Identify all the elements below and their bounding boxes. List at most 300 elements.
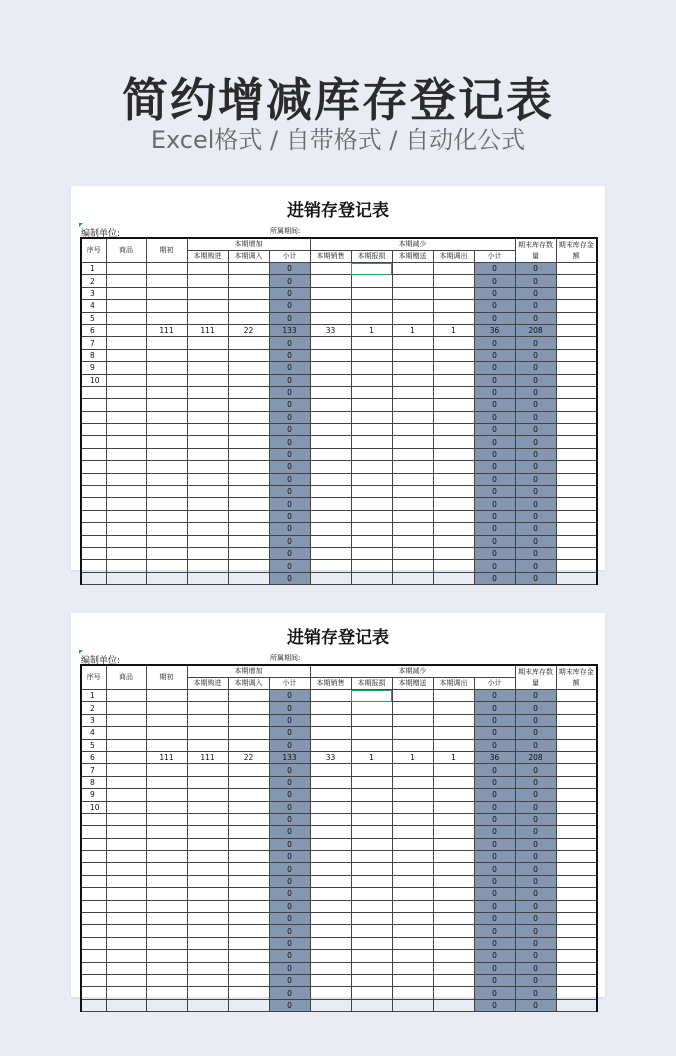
cell-closing-amt[interactable] <box>556 851 597 863</box>
cell-closing-qty[interactable]: 0 <box>515 275 556 287</box>
cell-closing-amt[interactable] <box>556 813 597 825</box>
cell-transfer-in[interactable] <box>228 399 269 411</box>
cell-gift[interactable] <box>392 510 433 522</box>
cell-inc-sub[interactable]: 0 <box>269 523 310 535</box>
cell-purchase[interactable] <box>187 974 228 986</box>
cell-purchase[interactable] <box>187 362 228 374</box>
cell-inc-sub[interactable]: 0 <box>269 312 310 324</box>
cell-dec-sub[interactable]: 0 <box>474 838 515 850</box>
cell-gift[interactable] <box>392 560 433 572</box>
cell-seq[interactable]: 6 <box>81 751 106 763</box>
cell-dec-sub[interactable]: 0 <box>474 764 515 776</box>
cell-goods[interactable] <box>106 826 146 838</box>
cell-transfer-out[interactable] <box>433 925 474 937</box>
cell-goods[interactable] <box>106 374 146 386</box>
cell-transfer-out[interactable] <box>433 913 474 925</box>
cell-closing-qty[interactable]: 0 <box>515 337 556 349</box>
cell-transfer-in[interactable] <box>228 974 269 986</box>
cell-purchase[interactable] <box>187 386 228 398</box>
cell-loss[interactable] <box>351 813 392 825</box>
cell-gift[interactable] <box>392 473 433 485</box>
cell-transfer-out[interactable] <box>433 275 474 287</box>
cell-gift[interactable] <box>392 813 433 825</box>
cell-closing-amt[interactable] <box>556 386 597 398</box>
cell-transfer-out[interactable] <box>433 560 474 572</box>
cell-transfer-out[interactable] <box>433 888 474 900</box>
cell-seq[interactable] <box>81 448 106 460</box>
cell-closing-amt[interactable] <box>556 349 597 361</box>
cell-loss[interactable] <box>351 950 392 962</box>
cell-loss[interactable] <box>351 925 392 937</box>
cell-purchase[interactable] <box>187 690 228 702</box>
cell-gift[interactable] <box>392 411 433 423</box>
cell-gift[interactable] <box>392 789 433 801</box>
cell-gift[interactable] <box>392 739 433 751</box>
cell-transfer-out[interactable] <box>433 838 474 850</box>
cell-loss[interactable] <box>351 913 392 925</box>
cell-dec-sub[interactable]: 0 <box>474 535 515 547</box>
cell-dec-sub[interactable]: 0 <box>474 690 515 702</box>
cell-transfer-out[interactable] <box>433 851 474 863</box>
cell-transfer-out[interactable] <box>433 473 474 485</box>
cell-gift[interactable] <box>392 535 433 547</box>
cell-gift[interactable] <box>392 362 433 374</box>
cell-transfer-out[interactable] <box>433 424 474 436</box>
cell-loss[interactable] <box>351 937 392 949</box>
cell-goods[interactable] <box>106 813 146 825</box>
cell-transfer-out[interactable] <box>433 287 474 299</box>
cell-purchase[interactable] <box>187 813 228 825</box>
cell-loss[interactable] <box>351 838 392 850</box>
cell-closing-amt[interactable] <box>556 937 597 949</box>
cell-seq[interactable] <box>81 572 106 584</box>
cell-opening[interactable] <box>146 374 187 386</box>
cell-inc-sub[interactable]: 0 <box>269 411 310 423</box>
cell-closing-amt[interactable] <box>556 764 597 776</box>
cell-transfer-out[interactable] <box>433 764 474 776</box>
cell-goods[interactable] <box>106 913 146 925</box>
cell-loss[interactable] <box>351 374 392 386</box>
cell-dec-sub[interactable]: 0 <box>474 863 515 875</box>
cell-seq[interactable] <box>81 411 106 423</box>
cell-purchase[interactable] <box>187 535 228 547</box>
cell-goods[interactable] <box>106 789 146 801</box>
cell-dec-sub[interactable]: 0 <box>474 547 515 559</box>
cell-inc-sub[interactable]: 0 <box>269 510 310 522</box>
cell-purchase[interactable] <box>187 411 228 423</box>
cell-transfer-out[interactable]: 1 <box>433 751 474 763</box>
cell-transfer-in[interactable] <box>228 714 269 726</box>
cell-seq[interactable]: 10 <box>81 374 106 386</box>
cell-transfer-in[interactable] <box>228 690 269 702</box>
cell-goods[interactable] <box>106 324 146 336</box>
cell-gift[interactable] <box>392 300 433 312</box>
cell-dec-sub[interactable]: 0 <box>474 461 515 473</box>
cell-transfer-in[interactable] <box>228 362 269 374</box>
cell-seq[interactable]: 9 <box>81 362 106 374</box>
cell-inc-sub[interactable]: 0 <box>269 702 310 714</box>
cell-purchase[interactable] <box>187 987 228 999</box>
cell-seq[interactable]: 6 <box>81 324 106 336</box>
cell-gift[interactable] <box>392 287 433 299</box>
cell-purchase[interactable] <box>187 714 228 726</box>
cell-seq[interactable] <box>81 937 106 949</box>
cell-transfer-in[interactable] <box>228 764 269 776</box>
cell-closing-qty[interactable]: 0 <box>515 386 556 398</box>
cell-closing-qty[interactable]: 0 <box>515 900 556 912</box>
cell-transfer-out[interactable] <box>433 789 474 801</box>
cell-purchase[interactable] <box>187 523 228 535</box>
cell-closing-amt[interactable] <box>556 461 597 473</box>
cell-gift[interactable] <box>392 498 433 510</box>
cell-closing-qty[interactable]: 0 <box>515 510 556 522</box>
cell-opening[interactable] <box>146 776 187 788</box>
cell-sales[interactable] <box>310 399 351 411</box>
cell-loss[interactable] <box>351 962 392 974</box>
cell-opening[interactable] <box>146 900 187 912</box>
cell-inc-sub[interactable]: 0 <box>269 851 310 863</box>
cell-sales[interactable] <box>310 263 351 275</box>
cell-gift[interactable] <box>392 974 433 986</box>
cell-sales[interactable] <box>310 925 351 937</box>
cell-closing-qty[interactable]: 0 <box>515 863 556 875</box>
cell-closing-amt[interactable] <box>556 751 597 763</box>
cell-opening[interactable] <box>146 913 187 925</box>
cell-opening[interactable] <box>146 523 187 535</box>
cell-inc-sub[interactable]: 0 <box>269 776 310 788</box>
cell-inc-sub[interactable]: 0 <box>269 925 310 937</box>
cell-sales[interactable] <box>310 813 351 825</box>
cell-closing-qty[interactable]: 0 <box>515 547 556 559</box>
cell-transfer-in[interactable] <box>228 875 269 887</box>
cell-dec-sub[interactable]: 0 <box>474 436 515 448</box>
cell-transfer-in[interactable] <box>228 950 269 962</box>
cell-purchase[interactable] <box>187 789 228 801</box>
cell-seq[interactable] <box>81 974 106 986</box>
cell-goods[interactable] <box>106 937 146 949</box>
cell-dec-sub[interactable]: 0 <box>474 801 515 813</box>
cell-closing-amt[interactable] <box>556 962 597 974</box>
cell-closing-qty[interactable]: 0 <box>515 789 556 801</box>
cell-gift[interactable] <box>392 925 433 937</box>
cell-closing-qty[interactable]: 0 <box>515 362 556 374</box>
cell-purchase[interactable]: 111 <box>187 751 228 763</box>
cell-opening[interactable] <box>146 714 187 726</box>
cell-goods[interactable] <box>106 999 146 1011</box>
cell-transfer-out[interactable] <box>433 987 474 999</box>
cell-dec-sub[interactable]: 0 <box>474 300 515 312</box>
cell-transfer-out[interactable] <box>433 312 474 324</box>
cell-gift[interactable] <box>392 448 433 460</box>
cell-gift[interactable] <box>392 987 433 999</box>
cell-loss[interactable] <box>351 789 392 801</box>
cell-closing-qty[interactable]: 0 <box>515 937 556 949</box>
cell-sales[interactable] <box>310 776 351 788</box>
cell-loss[interactable] <box>351 461 392 473</box>
cell-inc-sub[interactable]: 0 <box>269 300 310 312</box>
cell-goods[interactable] <box>106 690 146 702</box>
cell-purchase[interactable] <box>187 913 228 925</box>
cell-transfer-out[interactable] <box>433 411 474 423</box>
cell-closing-qty[interactable]: 0 <box>515 950 556 962</box>
cell-gift[interactable] <box>392 572 433 584</box>
cell-seq[interactable] <box>81 813 106 825</box>
cell-inc-sub[interactable]: 0 <box>269 448 310 460</box>
cell-closing-amt[interactable] <box>556 523 597 535</box>
cell-transfer-out[interactable] <box>433 349 474 361</box>
cell-transfer-in[interactable] <box>228 263 269 275</box>
cell-sales[interactable] <box>310 560 351 572</box>
cell-transfer-in[interactable] <box>228 411 269 423</box>
cell-seq[interactable] <box>81 473 106 485</box>
cell-sales[interactable] <box>310 987 351 999</box>
cell-sales[interactable] <box>310 974 351 986</box>
cell-goods[interactable] <box>106 727 146 739</box>
cell-closing-qty[interactable]: 0 <box>515 913 556 925</box>
cell-opening[interactable] <box>146 572 187 584</box>
cell-loss[interactable] <box>351 263 392 275</box>
cell-opening[interactable] <box>146 349 187 361</box>
cell-opening[interactable] <box>146 813 187 825</box>
cell-loss[interactable] <box>351 739 392 751</box>
cell-goods[interactable] <box>106 386 146 398</box>
cell-dec-sub[interactable]: 0 <box>474 714 515 726</box>
cell-goods[interactable] <box>106 875 146 887</box>
cell-seq[interactable] <box>81 424 106 436</box>
cell-gift[interactable] <box>392 727 433 739</box>
cell-opening[interactable] <box>146 275 187 287</box>
cell-gift[interactable] <box>392 312 433 324</box>
cell-gift[interactable] <box>392 937 433 949</box>
cell-purchase[interactable] <box>187 950 228 962</box>
cell-dec-sub[interactable]: 0 <box>474 900 515 912</box>
cell-transfer-in[interactable] <box>228 547 269 559</box>
cell-transfer-out[interactable] <box>433 300 474 312</box>
cell-inc-sub[interactable]: 0 <box>269 473 310 485</box>
cell-loss[interactable] <box>351 863 392 875</box>
cell-seq[interactable]: 5 <box>81 312 106 324</box>
cell-transfer-out[interactable] <box>433 498 474 510</box>
cell-closing-qty[interactable]: 0 <box>515 962 556 974</box>
cell-opening[interactable] <box>146 436 187 448</box>
cell-gift[interactable] <box>392 702 433 714</box>
cell-loss[interactable] <box>351 974 392 986</box>
cell-transfer-out[interactable] <box>433 714 474 726</box>
cell-opening[interactable] <box>146 851 187 863</box>
cell-transfer-in[interactable] <box>228 776 269 788</box>
cell-goods[interactable] <box>106 498 146 510</box>
cell-inc-sub[interactable]: 0 <box>269 937 310 949</box>
cell-gift[interactable] <box>392 950 433 962</box>
cell-dec-sub[interactable]: 0 <box>474 263 515 275</box>
cell-dec-sub[interactable]: 0 <box>474 510 515 522</box>
cell-purchase[interactable] <box>187 498 228 510</box>
cell-closing-amt[interactable] <box>556 838 597 850</box>
cell-transfer-in[interactable] <box>228 826 269 838</box>
cell-loss[interactable] <box>351 764 392 776</box>
cell-goods[interactable] <box>106 714 146 726</box>
cell-sales[interactable] <box>310 900 351 912</box>
cell-purchase[interactable] <box>187 764 228 776</box>
cell-closing-amt[interactable] <box>556 312 597 324</box>
cell-opening[interactable] <box>146 547 187 559</box>
cell-seq[interactable] <box>81 523 106 535</box>
cell-goods[interactable] <box>106 962 146 974</box>
cell-purchase[interactable] <box>187 263 228 275</box>
cell-goods[interactable] <box>106 300 146 312</box>
cell-inc-sub[interactable]: 0 <box>269 374 310 386</box>
cell-dec-sub[interactable]: 0 <box>474 789 515 801</box>
cell-seq[interactable] <box>81 999 106 1011</box>
cell-dec-sub[interactable]: 0 <box>474 399 515 411</box>
cell-sales[interactable] <box>310 999 351 1011</box>
cell-sales[interactable] <box>310 362 351 374</box>
cell-gift[interactable] <box>392 690 433 702</box>
cell-dec-sub[interactable]: 0 <box>474 776 515 788</box>
cell-dec-sub[interactable]: 0 <box>474 702 515 714</box>
cell-closing-qty[interactable]: 0 <box>515 714 556 726</box>
cell-transfer-in[interactable] <box>228 789 269 801</box>
cell-transfer-in[interactable] <box>228 838 269 850</box>
cell-dec-sub[interactable]: 0 <box>474 739 515 751</box>
cell-transfer-out[interactable] <box>433 962 474 974</box>
cell-transfer-out[interactable] <box>433 461 474 473</box>
cell-goods[interactable] <box>106 263 146 275</box>
cell-sales[interactable] <box>310 424 351 436</box>
cell-closing-amt[interactable] <box>556 337 597 349</box>
cell-goods[interactable] <box>106 411 146 423</box>
cell-closing-qty[interactable]: 0 <box>515 572 556 584</box>
cell-sales[interactable] <box>310 498 351 510</box>
cell-closing-amt[interactable] <box>556 900 597 912</box>
cell-seq[interactable]: 7 <box>81 764 106 776</box>
cell-purchase[interactable] <box>187 888 228 900</box>
cell-closing-amt[interactable] <box>556 714 597 726</box>
cell-loss[interactable] <box>351 312 392 324</box>
cell-purchase[interactable] <box>187 937 228 949</box>
cell-goods[interactable] <box>106 702 146 714</box>
cell-dec-sub[interactable]: 0 <box>474 473 515 485</box>
cell-inc-sub[interactable]: 0 <box>269 999 310 1011</box>
cell-gift[interactable] <box>392 875 433 887</box>
cell-closing-amt[interactable] <box>556 925 597 937</box>
cell-dec-sub[interactable]: 0 <box>474 888 515 900</box>
cell-transfer-out[interactable] <box>433 875 474 887</box>
cell-seq[interactable] <box>81 838 106 850</box>
cell-closing-amt[interactable] <box>556 448 597 460</box>
cell-opening[interactable] <box>146 690 187 702</box>
cell-sales[interactable] <box>310 300 351 312</box>
cell-closing-amt[interactable] <box>556 287 597 299</box>
cell-sales[interactable]: 33 <box>310 751 351 763</box>
cell-seq[interactable]: 3 <box>81 714 106 726</box>
cell-opening[interactable]: 111 <box>146 751 187 763</box>
cell-goods[interactable] <box>106 950 146 962</box>
cell-sales[interactable] <box>310 349 351 361</box>
cell-inc-sub[interactable]: 133 <box>269 751 310 763</box>
cell-closing-qty[interactable]: 0 <box>515 461 556 473</box>
cell-loss[interactable] <box>351 424 392 436</box>
cell-sales[interactable] <box>310 789 351 801</box>
cell-seq[interactable] <box>81 925 106 937</box>
cell-transfer-out[interactable] <box>433 690 474 702</box>
cell-closing-qty[interactable]: 208 <box>515 324 556 336</box>
cell-transfer-in[interactable] <box>228 863 269 875</box>
cell-seq[interactable]: 4 <box>81 727 106 739</box>
cell-opening[interactable] <box>146 386 187 398</box>
cell-goods[interactable] <box>106 312 146 324</box>
cell-closing-qty[interactable]: 0 <box>515 498 556 510</box>
cell-closing-amt[interactable] <box>556 826 597 838</box>
cell-loss[interactable] <box>351 714 392 726</box>
cell-inc-sub[interactable]: 0 <box>269 739 310 751</box>
cell-loss[interactable] <box>351 349 392 361</box>
cell-opening[interactable] <box>146 263 187 275</box>
cell-loss[interactable] <box>351 999 392 1011</box>
cell-transfer-out[interactable] <box>433 510 474 522</box>
cell-transfer-out[interactable] <box>433 535 474 547</box>
cell-sales[interactable] <box>310 535 351 547</box>
cell-opening[interactable] <box>146 974 187 986</box>
cell-gift[interactable]: 1 <box>392 324 433 336</box>
cell-sales[interactable] <box>310 448 351 460</box>
cell-closing-amt[interactable] <box>556 727 597 739</box>
cell-transfer-out[interactable] <box>433 263 474 275</box>
cell-purchase[interactable] <box>187 801 228 813</box>
cell-opening[interactable] <box>146 337 187 349</box>
cell-goods[interactable] <box>106 888 146 900</box>
cell-transfer-out[interactable] <box>433 486 474 498</box>
cell-closing-amt[interactable] <box>556 863 597 875</box>
cell-purchase[interactable] <box>187 851 228 863</box>
cell-opening[interactable] <box>146 937 187 949</box>
cell-transfer-in[interactable] <box>228 888 269 900</box>
cell-inc-sub[interactable]: 133 <box>269 324 310 336</box>
cell-transfer-out[interactable] <box>433 399 474 411</box>
cell-opening[interactable] <box>146 473 187 485</box>
cell-goods[interactable] <box>106 523 146 535</box>
cell-inc-sub[interactable]: 0 <box>269 888 310 900</box>
cell-closing-amt[interactable] <box>556 535 597 547</box>
cell-purchase[interactable] <box>187 424 228 436</box>
cell-gift[interactable] <box>392 801 433 813</box>
cell-transfer-in[interactable] <box>228 424 269 436</box>
cell-gift[interactable] <box>392 337 433 349</box>
cell-closing-qty[interactable]: 0 <box>515 560 556 572</box>
cell-seq[interactable] <box>81 436 106 448</box>
cell-transfer-out[interactable] <box>433 813 474 825</box>
cell-sales[interactable]: 33 <box>310 324 351 336</box>
cell-closing-amt[interactable] <box>556 300 597 312</box>
cell-transfer-in[interactable] <box>228 851 269 863</box>
cell-closing-qty[interactable]: 0 <box>515 974 556 986</box>
cell-sales[interactable] <box>310 436 351 448</box>
cell-transfer-out[interactable] <box>433 362 474 374</box>
cell-closing-qty[interactable]: 0 <box>515 925 556 937</box>
cell-closing-amt[interactable] <box>556 436 597 448</box>
cell-goods[interactable] <box>106 486 146 498</box>
cell-transfer-out[interactable] <box>433 937 474 949</box>
cell-seq[interactable]: 8 <box>81 776 106 788</box>
cell-loss[interactable] <box>351 337 392 349</box>
cell-goods[interactable] <box>106 436 146 448</box>
cell-closing-qty[interactable]: 0 <box>515 399 556 411</box>
cell-purchase[interactable] <box>187 486 228 498</box>
cell-transfer-in[interactable] <box>228 913 269 925</box>
cell-opening[interactable] <box>146 560 187 572</box>
cell-goods[interactable] <box>106 547 146 559</box>
cell-sales[interactable] <box>310 727 351 739</box>
